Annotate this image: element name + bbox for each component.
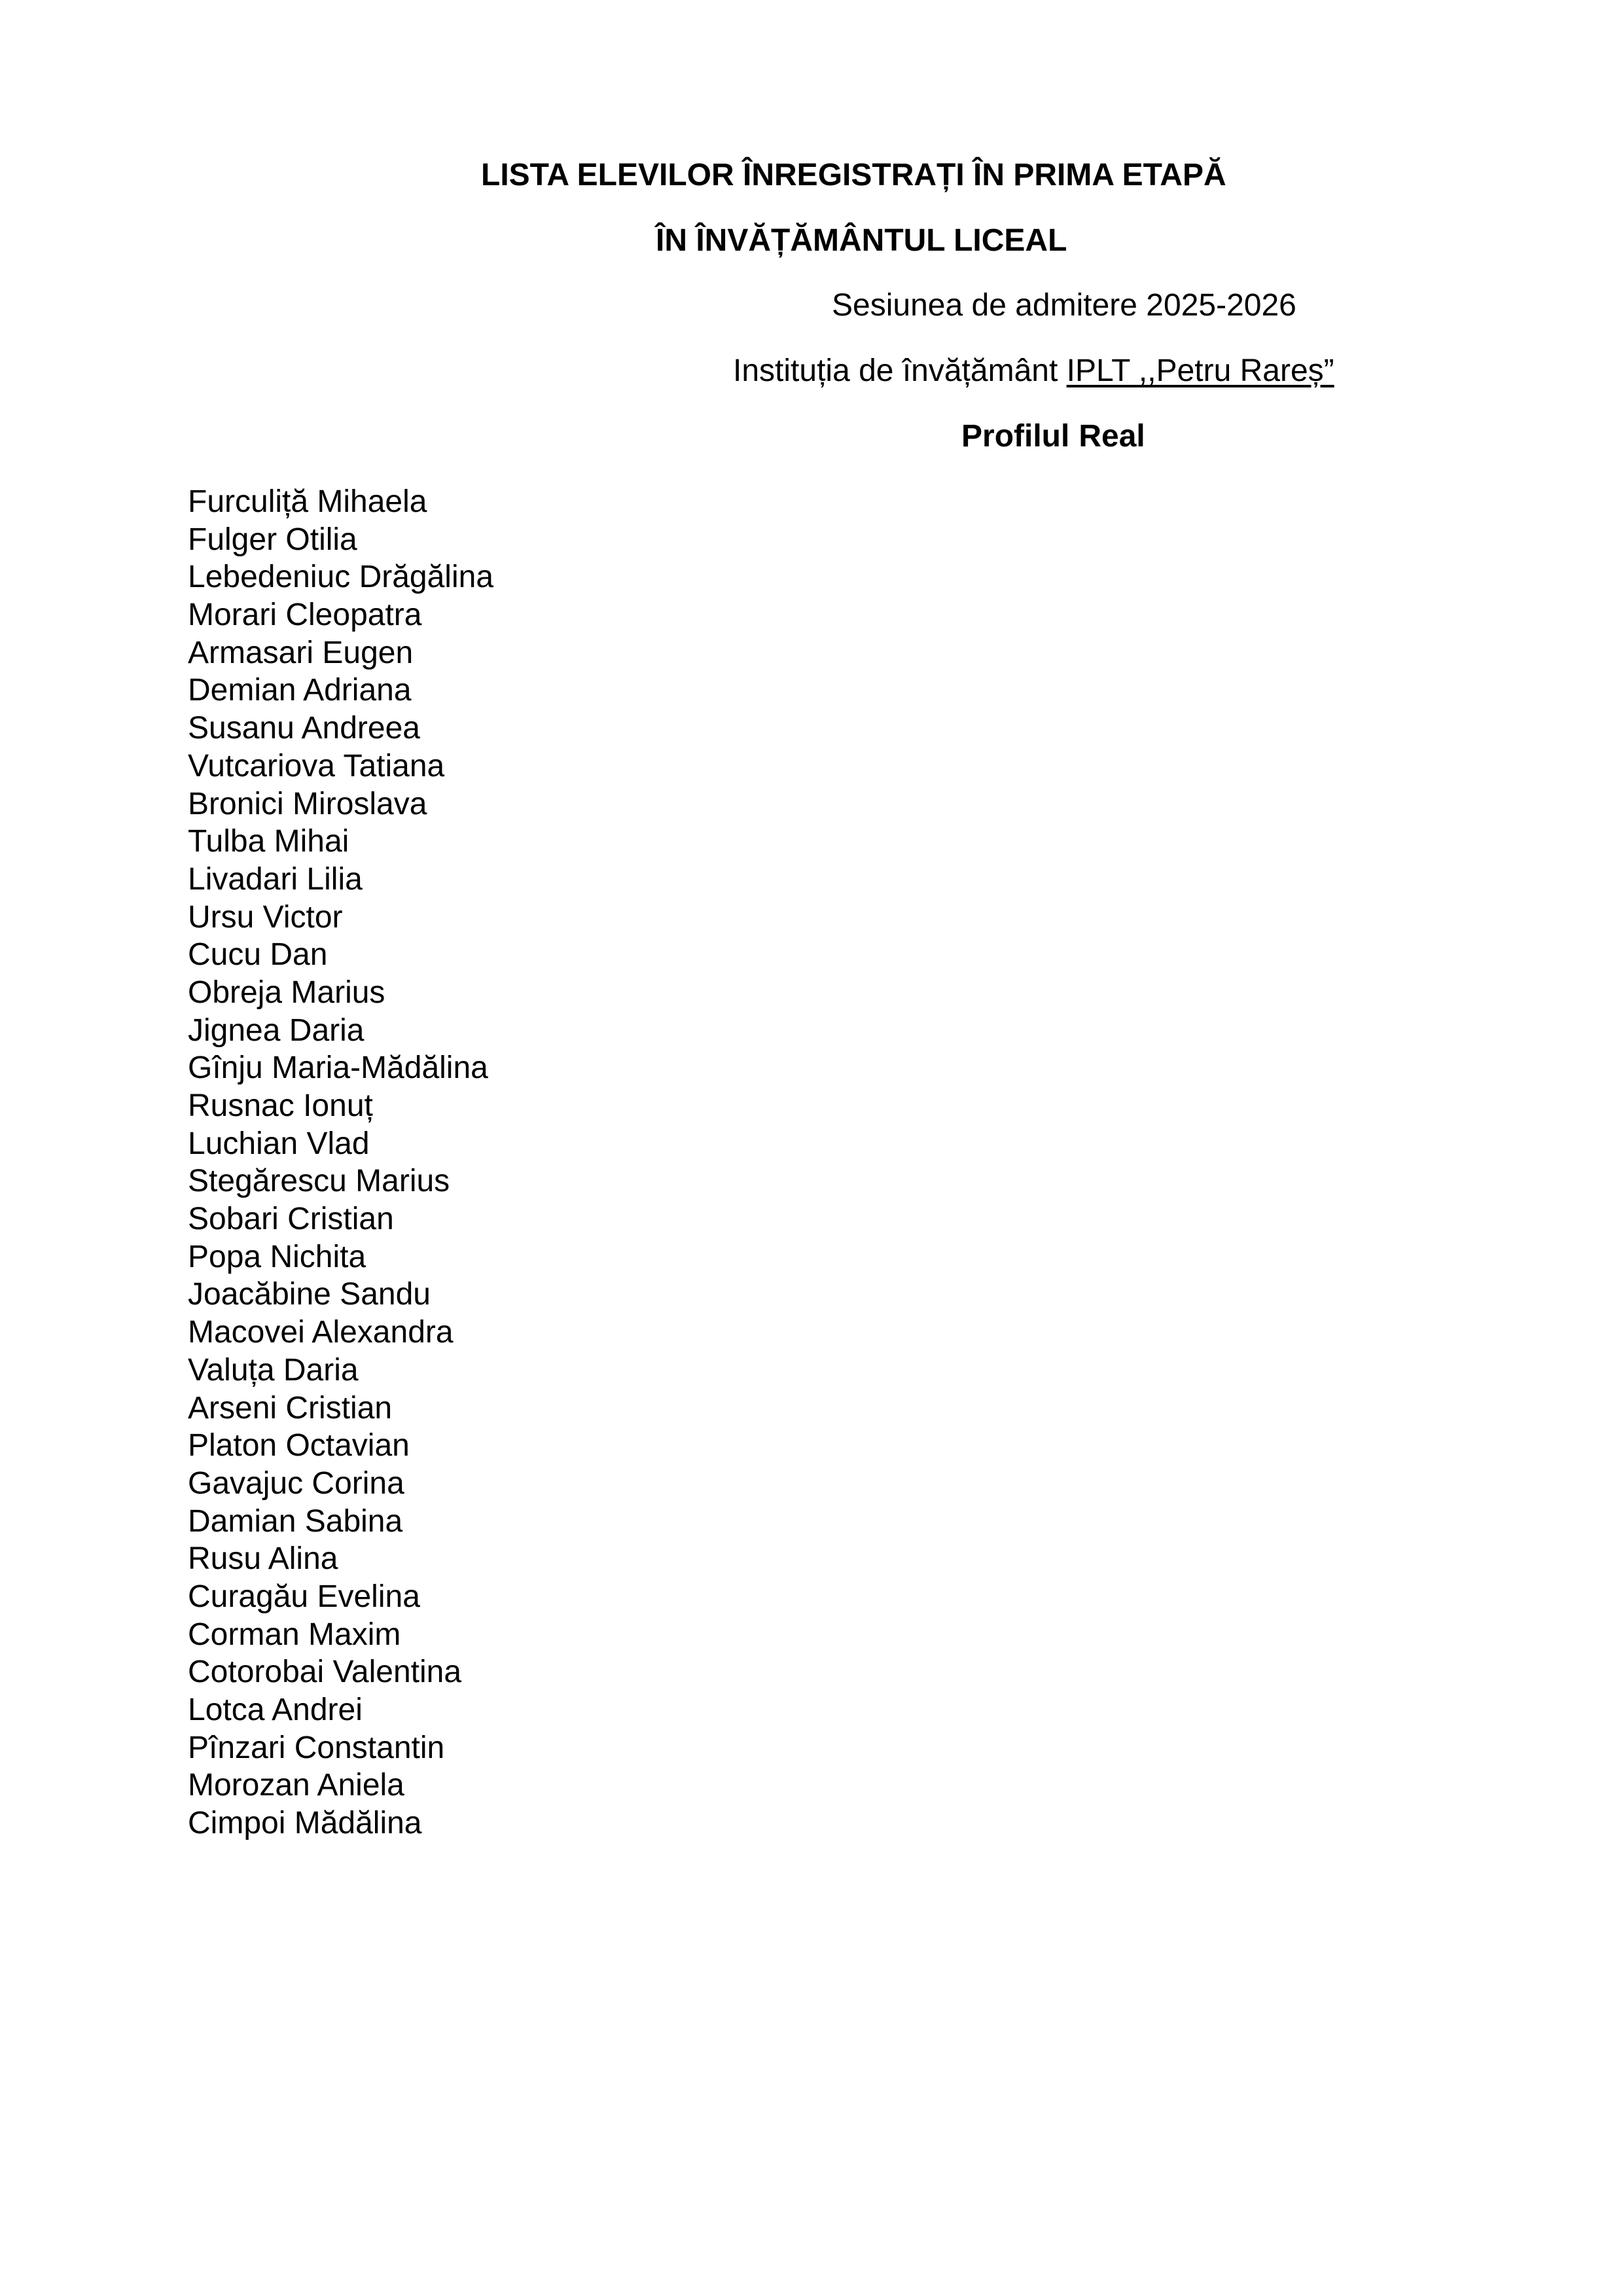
- student-name: Cotorobai Valentina: [188, 1655, 462, 1690]
- student-name: Sobari Cristian: [188, 1202, 394, 1237]
- profile-line: [961, 417, 1145, 456]
- student-name: Cucu Dan: [188, 937, 328, 973]
- student-name: Ursu Victor: [188, 899, 343, 935]
- institution-label: Instituția de învățământ: [733, 353, 1067, 388]
- student-name: Morari Cleopatra: [188, 598, 422, 633]
- student-name: Livadari Lilia: [188, 861, 363, 897]
- student-name: Jignea Daria: [188, 1013, 365, 1048]
- student-name: Bronici Miroslava: [188, 786, 427, 821]
- institution-line: [733, 351, 1334, 391]
- profile-label: Profilul: [961, 419, 1070, 454]
- student-name: Macovei Alexandra: [188, 1315, 454, 1350]
- student-name: Platon Octavian: [188, 1428, 410, 1463]
- student-name: Vutcariova Tatiana: [188, 748, 445, 783]
- student-name: Gînju Maria-Mădălina: [188, 1050, 488, 1086]
- profile-value: Real: [1079, 419, 1145, 454]
- student-name: Lotca Andrei: [188, 1693, 363, 1727]
- student-name: Susanu Andreea: [188, 711, 420, 746]
- student-name: Joacăbine Sandu: [188, 1277, 431, 1312]
- student-name: Morozan Aniela: [188, 1768, 404, 1803]
- student-name: Demian Adriana: [188, 673, 412, 708]
- student-name: Corman Maxim: [188, 1617, 401, 1652]
- institution-name: IPLT ,,Petru Rareș”: [1066, 353, 1334, 388]
- student-name: Gavajuc Corina: [188, 1465, 404, 1501]
- student-name: Fulger Otilia: [188, 522, 357, 557]
- student-name: Damian Sabina: [188, 1503, 403, 1539]
- student-name: Lebedeniuc Drăgălina: [188, 560, 494, 595]
- student-name: Rusnac Ionuț: [188, 1088, 373, 1123]
- document-title-line-2: ÎN ÎNVĂȚĂMÂNTUL LICEAL: [656, 223, 1067, 258]
- student-name: Rusu Alina: [188, 1541, 338, 1577]
- admission-session: Sesiunea de admitere 2025-2026: [832, 288, 1296, 323]
- student-name: Armasari Eugen: [188, 635, 414, 670]
- student-name: Arseni Cristian: [188, 1390, 393, 1426]
- student-name: Pînzari Constantin: [188, 1730, 445, 1765]
- student-list: [188, 483, 493, 1842]
- student-name: Popa Nichita: [188, 1239, 366, 1274]
- student-name: Valuța Daria: [188, 1352, 359, 1388]
- student-name: Luchian Vlad: [188, 1126, 370, 1161]
- student-name: Cimpoi Mădălina: [188, 1806, 422, 1841]
- student-name: Tulba Mihai: [188, 824, 349, 859]
- student-name: Stegărescu Marius: [188, 1164, 450, 1199]
- student-name: Curagău Evelina: [188, 1579, 420, 1614]
- student-name: Furculiță Mihaela: [188, 484, 427, 519]
- student-name: Obreja Marius: [188, 975, 385, 1010]
- document-title-line-1: LISTA ELEVILOR ÎNREGISTRAȚI ÎN PRIMA ETAPĂ: [481, 158, 1226, 192]
